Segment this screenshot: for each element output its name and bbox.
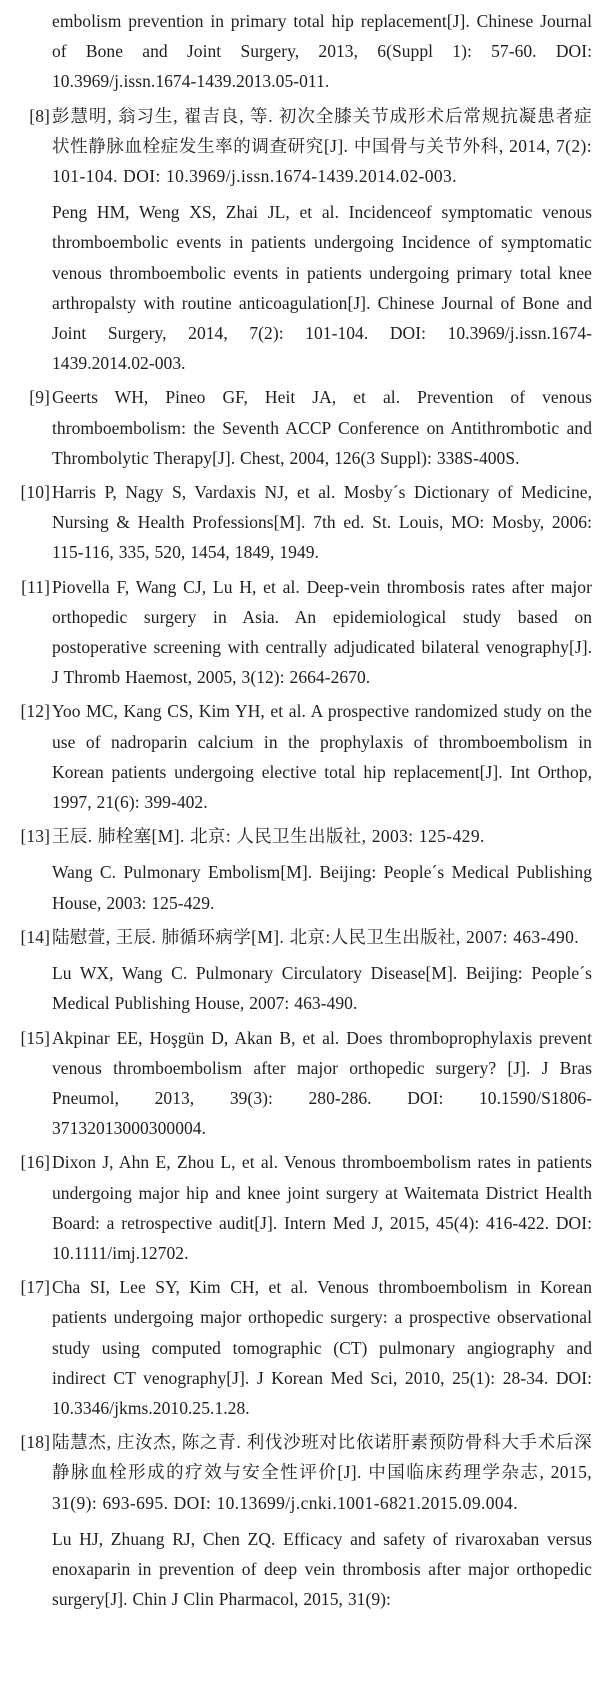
reference-number: [11]	[21, 576, 50, 597]
reference-number: [13]	[20, 826, 50, 847]
reference-text: Akpinar EE, Hoşgün D, Akan B, et al. Does thromboprophylaxis prevent venous thromboembolism after major orthopedic surgery? [J]. J Bras Pneumol, 2013, 39(3): 280-286. DOI: 10.1590/S1806-37132013000300004.	[52, 1027, 592, 1139]
reference-item-13	[0, 821, 600, 918]
reference-number: [15]	[20, 1027, 50, 1048]
reference-item-7-continued	[0, 6, 600, 97]
reference-text: Dixon J, Ahn E, Zhou L, et al. Venous thromboembolism rates in patients undergoing major hip and knee joint surgery at Waitemata District Health Board: a retrospective audit[J]. Intern Med J, 2015, 45(4): 416-422. DOI: 10.1111/imj.12702.	[52, 1152, 592, 1263]
reference-text: Piovella F, Wang CJ, Lu H, et al. Deep-vein thrombosis rates after major orthopedic surgery in Asia. An epidemiological study based on postoperative screening with centrally adjudicated bilateral venography[J]. J Thromb Haemost, 2005, 3(12): 2664-2670.	[52, 576, 592, 688]
reference-number: [8]	[29, 105, 50, 126]
reference-text: embolism prevention in primary total hip replacement[J]. Chinese Journal of Bone and Joint Surgery, 2013, 6(Suppl 1): 57-60. DOI: 10.3969/j.issn.1674-1439.2013.05-011.	[52, 11, 592, 92]
reference-text: Cha SI, Lee SY, Kim CH, et al. Venous thromboembolism in Korean patients undergoing major orthopedic surgery: a prospective observational study using computed tomographic (CT) pulmonary angiography and indirect CT venography[J]. J Korean Med Sci, 2010, 25(1): 28-34. DOI: 10.3346/jkms.2010.25.1.28.	[52, 1277, 592, 1418]
reference-text-chinese: 王辰. 肺栓塞[M]. 北京: 人民卫生出版社, 2003: 125-429.	[52, 826, 485, 847]
reference-number: [14]	[20, 926, 50, 947]
reference-number: [9]	[29, 387, 50, 408]
reference-item-9	[0, 382, 600, 473]
reference-item-12	[0, 696, 600, 817]
reference-item-8	[0, 101, 600, 379]
reference-number: [18]	[20, 1432, 50, 1453]
reference-item-17	[0, 1272, 600, 1423]
reference-number: [16]	[20, 1152, 50, 1173]
reference-text-chinese: 陆慧杰, 庄汝杰, 陈之青. 利伐沙班对比依诺肝素预防骨科大手术后深静脉血栓形成的疗效与安全性评价[J]. 中国临床药理学杂志, 2015, 31(9): 693-695. DOI: 10.13699/j.cnki.1001-6821.2015.09.004.	[52, 1432, 592, 1513]
reference-text: Harris P, Nagy S, Vardaxis NJ, et al. Mosby´s Dictionary of Medicine, Nursing & Health Professions[M]. 7th ed. St. Louis, MO: Mosby, 2006: 115-116, 335, 520, 1454, 1849, 1949.	[52, 482, 592, 563]
reference-text: Geerts WH, Pineo GF, Heit JA, et al. Prevention of venous thromboembolism: the Seventh ACCP Conference on Antithrombotic and Thrombolytic Therapy[J]. Chest, 2004, 126(3 Suppl): 338S-400S.	[52, 387, 592, 468]
reference-text-english: Lu WX, Wang C. Pulmonary Circulatory Disease[M]. Beijing: People´s Medical Publishing House, 2007: 463-490.	[52, 963, 592, 1014]
reference-item-16	[0, 1147, 600, 1268]
reference-number: [10]	[20, 482, 50, 503]
reference-text-chinese: 陆慰萱, 王辰. 肺循环病学[M]. 北京:人民卫生出版社, 2007: 463-490.	[52, 926, 580, 947]
reference-item-18	[0, 1427, 600, 1614]
reference-text: Yoo MC, Kang CS, Kim YH, et al. A prospective randomized study on the use of nadroparin calcium in the prophylaxis of thromboembolism in Korean patients undergoing elective total hip replacement[J]. Int Orthop, 1997, 21(6): 399-402.	[52, 701, 592, 813]
reference-item-10	[0, 477, 600, 568]
reference-text-english: Lu HJ, Zhuang RJ, Chen ZQ. Efficacy and safety of rivaroxaban versus enoxaparin in prevention of deep vein thrombosis after major orthopedic surgery[J]. Chin J Clin Pharmacol, 2015, 31(9):	[52, 1528, 592, 1610]
reference-item-15	[0, 1023, 600, 1144]
reference-text-english: Wang C. Pulmonary Embolism[M]. Beijing: People´s Medical Publishing House, 2003: 125-429.	[52, 862, 592, 913]
reference-item-11	[0, 572, 600, 693]
reference-text-chinese: 彭慧明, 翁习生, 翟吉良, 等. 初次全膝关节成形术后常规抗凝患者症状性静脉血栓症发生率的调查研究[J]. 中国骨与关节外科, 2014, 7(2): 101-104. DOI: 10.3969/j.issn.1674-1439.2014.02-003.	[52, 105, 592, 187]
reference-text-english: Peng HM, Weng XS, Zhai JL, et al. Incidenceof symptomatic venous thromboembolic events in patients undergoing Incidence of symptomatic venous thromboembolic events in patients undergoing primary total knee arthropalsty with routine anticoagulation[J]. Chinese Journal of Bone and Joint Surgery, 2014, 7(2): 101-104. DOI: 10.3969/j.issn.1674-1439.2014.02-003.	[52, 202, 592, 374]
reference-number: [17]	[20, 1277, 50, 1298]
reference-number: [12]	[20, 701, 50, 722]
reference-item-14	[0, 922, 600, 1019]
